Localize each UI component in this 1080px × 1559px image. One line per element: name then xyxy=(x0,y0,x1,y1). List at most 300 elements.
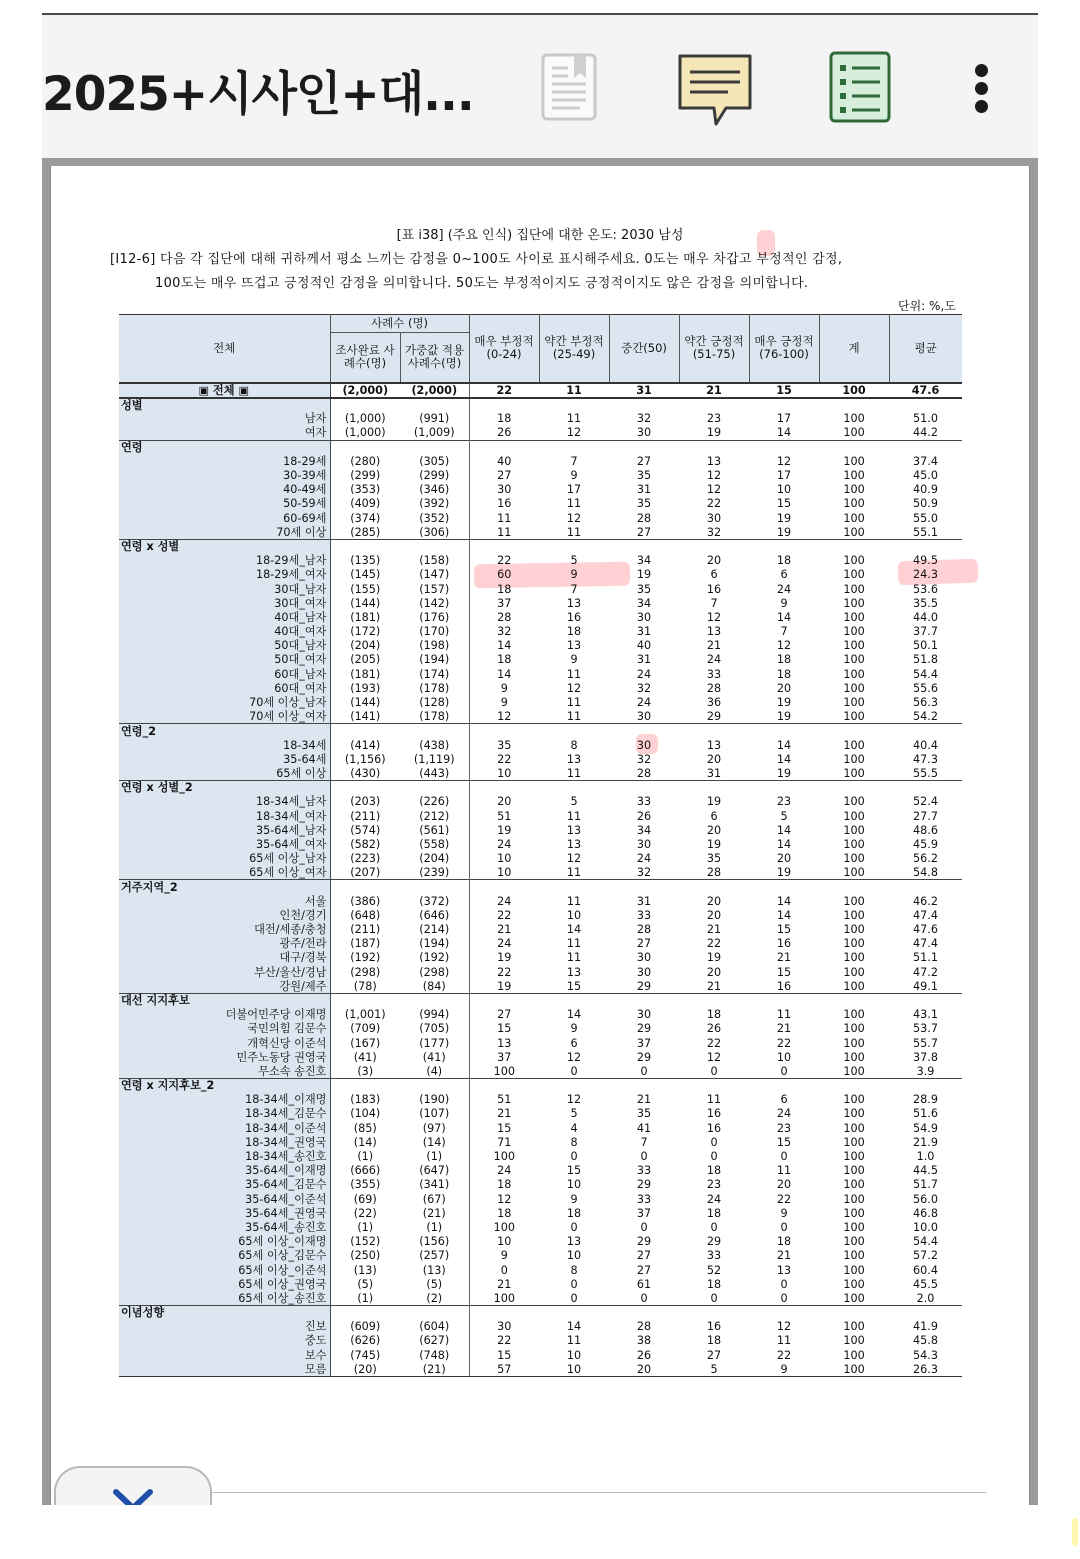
table-cell: 16 xyxy=(776,979,792,993)
table-cell: 10 xyxy=(497,866,512,880)
empty-cell xyxy=(679,398,749,412)
table-cell: 55.5 xyxy=(913,766,938,780)
table-cell: 100 xyxy=(843,596,865,610)
empty-cell xyxy=(539,781,609,795)
table-cell: 12 xyxy=(566,426,582,440)
table-cell: 13 xyxy=(706,738,722,752)
table-cell: 18 xyxy=(776,554,792,568)
table-cell: 100 xyxy=(843,894,865,908)
table-cell: 40.9 xyxy=(913,483,938,497)
table-cell: 19 xyxy=(776,511,792,525)
table-cell: 37 xyxy=(636,1036,652,1050)
empty-cell xyxy=(330,539,400,553)
table-cell: (239) xyxy=(400,866,469,880)
table-row xyxy=(119,596,962,610)
table-cell: (582) xyxy=(350,837,381,851)
empty-cell xyxy=(819,724,889,738)
table-cell: (155) xyxy=(350,582,381,596)
table-cell: 26 xyxy=(636,1348,652,1362)
section-header xyxy=(119,993,962,1007)
empty-cell xyxy=(889,1079,962,1093)
table-cell: 16 xyxy=(706,1320,722,1334)
table-cell: 15 xyxy=(566,979,582,993)
table-cell: 100 xyxy=(843,837,865,851)
row-label: 중도 xyxy=(119,1334,330,1348)
table-cell: 51 xyxy=(497,1093,512,1107)
table-cell: 19 xyxy=(497,979,512,993)
table-cell: 57.2 xyxy=(913,1249,938,1263)
empty-cell xyxy=(400,398,469,412)
table-cell: 24 xyxy=(636,667,652,681)
table-cell: 100 xyxy=(843,625,865,639)
table-row xyxy=(119,454,962,468)
table-cell: 61 xyxy=(636,1277,652,1291)
table-cell: 0 xyxy=(570,1150,578,1164)
table-cell: (709) xyxy=(350,1022,381,1036)
table-cell: 9 xyxy=(500,1249,508,1263)
empty-cell xyxy=(609,724,679,738)
table-cell: 55.6 xyxy=(913,681,938,695)
table-row xyxy=(119,1149,962,1163)
table-cell: 57 xyxy=(469,1362,539,1376)
table-cell: (280) xyxy=(350,454,381,468)
table-cell: (299) xyxy=(350,469,381,483)
table-cell: 47.4 xyxy=(913,908,938,922)
document-title[interactable]: 2025+시사인+대... xyxy=(42,67,474,122)
table-cell: (85) xyxy=(353,1121,377,1135)
table-cell: 45.8 xyxy=(913,1334,938,1348)
comment-icon[interactable] xyxy=(676,52,756,132)
table-cell: 30 xyxy=(636,951,652,965)
row-label: 40-49세 xyxy=(119,483,330,497)
table-cell: (991) xyxy=(400,412,469,426)
table-cell: 14 xyxy=(566,923,582,937)
table-cell: 100 xyxy=(843,1334,865,1348)
table-cell: 9 xyxy=(570,568,578,582)
table-cell: 14 xyxy=(566,1320,582,1334)
reader-mode-icon[interactable] xyxy=(540,52,600,128)
table-cell: 18 xyxy=(497,1206,512,1220)
row-label: 대구/경북 xyxy=(119,951,330,965)
empty-cell xyxy=(749,539,819,553)
table-cell: 100 xyxy=(843,1008,865,1022)
table-row xyxy=(119,568,962,582)
table-cell: 28 xyxy=(636,511,652,525)
header-mean: 평균 xyxy=(889,315,962,383)
table-cell: 20 xyxy=(706,554,722,568)
table-cell: 3.9 xyxy=(916,1064,935,1078)
table-cell: 21 xyxy=(776,1022,792,1036)
table-cell: 0 xyxy=(780,1220,788,1234)
row-label: 30대_남자 xyxy=(119,582,330,596)
table-cell: 14 xyxy=(776,426,792,440)
table-cell: 100 xyxy=(843,1348,865,1362)
table-cell: 14 xyxy=(566,1008,582,1022)
table-cell: 100 xyxy=(493,1064,515,1078)
table-cell: 24 xyxy=(497,894,512,908)
table-row xyxy=(119,937,962,951)
table-row xyxy=(119,1249,962,1263)
table-cell: 28 xyxy=(636,766,652,780)
table-cell: 100 xyxy=(843,752,865,766)
table-cell: 16 xyxy=(566,610,582,624)
table-cell: (176) xyxy=(400,610,469,624)
table-cell: 100 xyxy=(843,709,865,723)
table-cell: 100 xyxy=(843,809,865,823)
row-label: 65세 이상_여자 xyxy=(119,866,330,880)
table-cell: 21 xyxy=(706,979,722,993)
table-cell: 22 xyxy=(706,1036,722,1050)
table-row xyxy=(119,752,962,766)
table-cell: (4) xyxy=(400,1064,469,1078)
table-cell: (353) xyxy=(350,483,381,497)
table-cell: 15 xyxy=(776,965,792,979)
table-cell: 100 xyxy=(843,639,865,653)
table-cell: 5 xyxy=(780,809,788,823)
table-row xyxy=(119,1178,962,1192)
table-cell: 100 xyxy=(843,937,865,951)
empty-cell xyxy=(400,1306,469,1320)
table-row xyxy=(119,497,962,511)
table-cell: 35.5 xyxy=(913,596,938,610)
table-cell: 27 xyxy=(706,1348,722,1362)
table-cell: 54.2 xyxy=(913,709,938,723)
table-cell: 44.0 xyxy=(913,610,938,624)
table-cell: 18 xyxy=(566,625,582,639)
table-cell: 13 xyxy=(566,639,582,653)
table-row xyxy=(119,1164,962,1178)
row-label: 60대_남자 xyxy=(119,667,330,681)
table-cell: 45.0 xyxy=(913,469,938,483)
section-label: 성별 xyxy=(119,398,330,412)
section-label: 연령 xyxy=(119,440,330,454)
table-cell: (158) xyxy=(400,554,469,568)
table-cell: (211) xyxy=(350,923,381,937)
empty-cell xyxy=(889,880,962,894)
table-cell: (192) xyxy=(350,951,381,965)
table-cell: 35 xyxy=(706,852,722,866)
table-cell: 100 xyxy=(843,979,865,993)
table-cell: 15 xyxy=(776,923,792,937)
empty-cell xyxy=(749,781,819,795)
table-cell: 40 xyxy=(636,639,652,653)
table-cell: (1,000) xyxy=(344,412,386,426)
more-vert-icon[interactable] xyxy=(970,64,994,114)
table-cell: 51.6 xyxy=(913,1107,938,1121)
empty-cell xyxy=(330,440,400,454)
table-row xyxy=(119,468,962,482)
table-cell: (2,000) xyxy=(400,383,469,398)
table-cell: 24 xyxy=(776,582,792,596)
table-cell: 29 xyxy=(636,1178,652,1192)
table-cell: 11 xyxy=(566,809,582,823)
table-cell: 14 xyxy=(776,894,792,908)
table-cell: 100 xyxy=(843,681,865,695)
table-cell: 30 xyxy=(497,483,512,497)
empty-cell xyxy=(889,440,962,454)
table-row xyxy=(119,1220,962,1234)
table-cell: (627) xyxy=(400,1334,469,1348)
empty-cell xyxy=(819,440,889,454)
empty-cell xyxy=(330,993,400,1007)
table-cell: (2) xyxy=(400,1291,469,1305)
table-cell: (626) xyxy=(350,1334,381,1348)
table-cell: 35 xyxy=(636,469,652,483)
table-cell: 11 xyxy=(566,766,582,780)
table-cell: 26.3 xyxy=(889,1362,962,1376)
table-cell: 18 xyxy=(776,653,792,667)
table-cell: 14 xyxy=(776,610,792,624)
table-cell: 100 xyxy=(843,426,865,440)
table-cell: 30 xyxy=(636,709,652,723)
row-label: 70세 이상_남자 xyxy=(119,695,330,709)
table-cell: 51.1 xyxy=(913,951,938,965)
row-label: 18-34세_김문수 xyxy=(119,1107,330,1121)
row-label: 국민의힘 김문수 xyxy=(119,1022,330,1036)
table-cell: 19 xyxy=(497,823,512,837)
table-cell: 37 xyxy=(497,596,512,610)
table-cell: (574) xyxy=(350,823,381,837)
table-cell: 41.9 xyxy=(913,1320,938,1334)
header-cases-weighted: 가중값 적용 사례수(명) xyxy=(400,333,469,383)
table-cell: 14 xyxy=(776,908,792,922)
table-cell: (3) xyxy=(357,1064,374,1078)
table-cell: 100 xyxy=(843,823,865,837)
table-cell: 100 xyxy=(493,1291,515,1305)
header-somewhat-negative: 약간 부정적(25-49) xyxy=(539,315,609,383)
table-cell: (1) xyxy=(357,1150,374,1164)
table-cell: 26 xyxy=(706,1022,722,1036)
table-cell: 28 xyxy=(706,866,722,880)
empty-cell xyxy=(819,1306,889,1320)
table-cell: 0 xyxy=(570,1220,578,1234)
table-cell: 0 xyxy=(780,1150,788,1164)
table-cell: (172) xyxy=(350,625,381,639)
table-cell: 16 xyxy=(706,1121,722,1135)
table-cell: 100 xyxy=(843,1064,865,1078)
table-cell: 100 xyxy=(843,951,865,965)
table-cell: 24 xyxy=(776,1107,792,1121)
empty-cell xyxy=(749,398,819,412)
table-cell: (430) xyxy=(350,766,381,780)
table-cell: 12 xyxy=(706,483,722,497)
table-cell: 23 xyxy=(776,795,792,809)
row-label: 광주/전라 xyxy=(119,937,330,951)
table-cell: 46.8 xyxy=(913,1206,938,1220)
table-cell: 100 xyxy=(843,1121,865,1135)
table-cell: 11 xyxy=(566,667,582,681)
table-cell: 100 xyxy=(843,511,865,525)
table-cell: (204) xyxy=(400,852,469,866)
table-cell: 11 xyxy=(497,525,512,539)
table-cell: 32 xyxy=(636,681,652,695)
table-cell: 28 xyxy=(636,923,652,937)
table-cell: 24 xyxy=(497,837,512,851)
table-cell: 11 xyxy=(497,511,512,525)
table-cell: 0 xyxy=(710,1135,718,1149)
table-row xyxy=(119,1135,962,1149)
table-cell: 18 xyxy=(706,1206,722,1220)
table-cell: (203) xyxy=(350,795,381,809)
table-cell: 11 xyxy=(566,412,582,426)
table-cell: 7 xyxy=(710,596,718,610)
list-icon[interactable] xyxy=(828,50,892,130)
empty-cell xyxy=(539,993,609,1007)
table-cell: 24 xyxy=(636,852,652,866)
table-cell: 12 xyxy=(776,454,792,468)
table-cell: 55.1 xyxy=(913,525,938,539)
table-cell: 100 xyxy=(843,525,865,539)
table-cell: (144) xyxy=(350,696,381,710)
table-cell: 100 xyxy=(819,1362,889,1376)
table-cell: 24 xyxy=(497,937,512,951)
empty-cell xyxy=(889,398,962,412)
table-cell: 18 xyxy=(497,653,512,667)
row-label: 대전/세종/충청 xyxy=(119,922,330,936)
header-cases-completed: 조사완료 사례수(명) xyxy=(330,333,400,383)
table-cell: 14 xyxy=(497,667,512,681)
table-cell: (705) xyxy=(400,1022,469,1036)
table-cell: 33 xyxy=(706,667,722,681)
table-row xyxy=(119,511,962,525)
table-cell: (178) xyxy=(400,681,469,695)
table-cell: 100 xyxy=(843,1192,865,1206)
table-cell: (211) xyxy=(350,809,381,823)
table-cell: 12 xyxy=(566,1093,582,1107)
table-cell: (41) xyxy=(400,1050,469,1064)
empty-cell xyxy=(889,539,962,553)
table-cell: 19 xyxy=(706,951,722,965)
table-row xyxy=(119,582,962,596)
section-label: 연령 x 성별 xyxy=(119,539,330,553)
row-label: 18-29세 xyxy=(119,454,330,468)
table-cell: 10 xyxy=(566,1249,582,1263)
table-cell: 0 xyxy=(640,1220,648,1234)
question-text: 100도는 매우 뜨겁고 긍정적인 감정을 의미합니다. 50도는 부정적이지도 긍정적이지도 않은 감정을 의미합니다. xyxy=(155,276,809,291)
table-cell: (648) xyxy=(350,908,381,922)
table-cell: 27 xyxy=(636,525,652,539)
table-cell: 8 xyxy=(570,738,578,752)
table-cell: 29 xyxy=(636,979,652,993)
row-label: 18-29세_남자 xyxy=(119,554,330,568)
row-label: 남자 xyxy=(119,412,330,426)
table-cell: 13 xyxy=(706,625,722,639)
empty-cell xyxy=(889,781,962,795)
table-cell: (1) xyxy=(400,1149,469,1163)
table-row xyxy=(119,908,962,922)
table-row xyxy=(119,1334,962,1348)
empty-cell xyxy=(400,440,469,454)
table-cell: (194) xyxy=(400,937,469,951)
table-cell: (152) xyxy=(350,1235,381,1249)
table-row xyxy=(119,979,962,993)
unit-label: 단위: %,도 xyxy=(898,299,956,313)
table-cell: 11 xyxy=(566,1334,582,1348)
table-cell: 0 xyxy=(710,1150,718,1164)
table-cell: (13) xyxy=(353,1263,377,1277)
table-cell: 13 xyxy=(497,1036,512,1050)
table-cell: 23 xyxy=(706,412,722,426)
table-cell: 18 xyxy=(776,667,792,681)
row-label: 35-64세 xyxy=(119,752,330,766)
table-cell: (214) xyxy=(400,922,469,936)
table-cell: 20 xyxy=(776,852,792,866)
empty-cell xyxy=(330,1306,400,1320)
table-cell: 100 xyxy=(843,1220,865,1234)
row-label: 50대_남자 xyxy=(119,639,330,653)
table-cell: 14 xyxy=(497,639,512,653)
table-cell: (994) xyxy=(400,1008,469,1022)
empty-cell xyxy=(469,993,539,1007)
table-row xyxy=(119,1093,962,1107)
row-label: ▣ 전체 ▣ xyxy=(119,383,330,398)
table-cell: 48.6 xyxy=(913,823,938,837)
table-cell: 41 xyxy=(636,1121,652,1135)
table-cell: 23 xyxy=(706,1178,722,1192)
section-label: 연령 x 성별_2 xyxy=(119,781,330,795)
table-cell: (285) xyxy=(350,525,381,539)
row-label: 60-69세 xyxy=(119,511,330,525)
table-cell: 100 xyxy=(843,738,865,752)
table-cell: (409) xyxy=(350,497,381,511)
empty-cell xyxy=(609,880,679,894)
table-cell: 28 xyxy=(636,1320,652,1334)
row-label: 65세 이상_김문수 xyxy=(119,1249,330,1263)
table-cell: 28 xyxy=(706,681,722,695)
table-cell: (141) xyxy=(350,709,381,723)
question-text: [I12-6] 다음 각 집단에 대해 귀하께서 평소 느끼는 감정을 0~100도 사이로 표시해주세요. 0도는 매우 차갑고 부정적인 감정, xyxy=(110,252,843,267)
row-label: 18-34세_이준석 xyxy=(119,1121,330,1135)
empty-cell xyxy=(609,1079,679,1093)
table-cell: 29 xyxy=(636,1050,652,1064)
table-cell: 12 xyxy=(776,1320,792,1334)
header-neutral: 중간(50) xyxy=(609,315,679,383)
table-cell: 6 xyxy=(780,1093,788,1107)
table-cell: 30 xyxy=(636,738,652,752)
empty-cell xyxy=(400,1079,469,1093)
header-cases: 사례수 (명) xyxy=(330,315,469,333)
table-cell: 100 xyxy=(843,766,865,780)
empty-cell xyxy=(539,1079,609,1093)
table-cell: 11 xyxy=(566,937,582,951)
row-label: 인천/경기 xyxy=(119,908,330,922)
table-row xyxy=(119,1107,962,1121)
table-cell: 100 xyxy=(843,568,865,582)
table-cell: (223) xyxy=(350,852,381,866)
table-cell: (561) xyxy=(400,823,469,837)
table-cell: (177) xyxy=(400,1036,469,1050)
empty-cell xyxy=(400,724,469,738)
table-cell: (1,009) xyxy=(400,426,469,440)
table-row xyxy=(119,837,962,851)
table-cell: 16 xyxy=(706,1107,722,1121)
empty-cell xyxy=(330,398,400,412)
row-label: 모름 xyxy=(119,1362,330,1376)
table-cell: 53.7 xyxy=(913,1022,938,1036)
table-cell: (157) xyxy=(400,582,469,596)
table-row xyxy=(119,1362,962,1376)
table-cell: 21 xyxy=(497,1107,512,1121)
row-label: 18-34세 xyxy=(119,738,330,752)
table-cell: (306) xyxy=(400,525,469,539)
table-cell: 9 xyxy=(570,1192,578,1206)
table-cell: 51.0 xyxy=(913,412,938,426)
table-cell: (386) xyxy=(350,894,381,908)
table-cell: (207) xyxy=(350,866,381,880)
corner-mark xyxy=(1072,1518,1078,1546)
row-label: 서울 xyxy=(119,894,330,908)
table-cell: (41) xyxy=(353,1050,377,1064)
